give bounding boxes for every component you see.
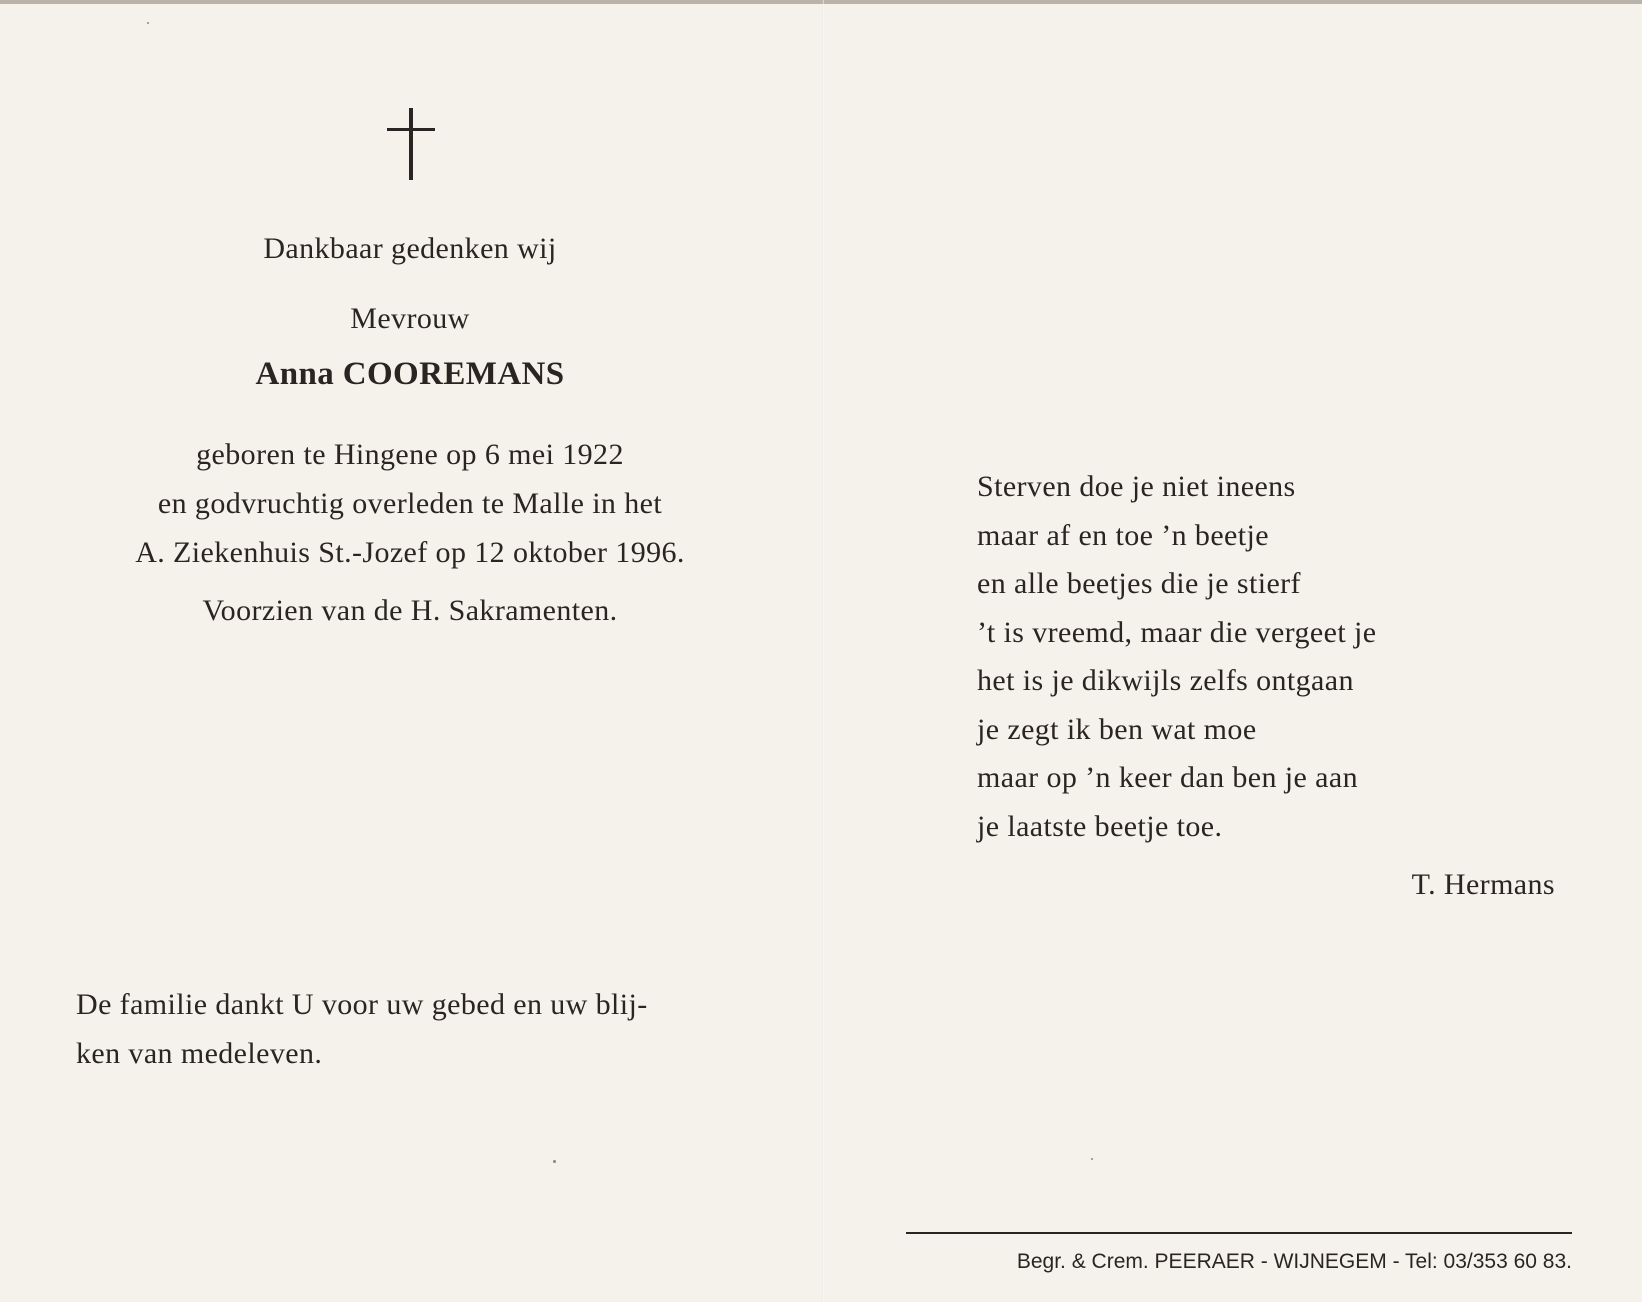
paper-speck xyxy=(147,22,149,24)
funeral-home-footer: Begr. & Crem. PEERAER - WIJNEGEM - Tel: 03/353 60 83. xyxy=(1016,1250,1572,1273)
deceased-name: Anna COOREMANS xyxy=(255,356,565,392)
card-fold xyxy=(822,0,824,1302)
cross-icon xyxy=(387,108,435,180)
poem-line: je zegt ik ben wat moe xyxy=(977,712,1257,746)
top-edge xyxy=(0,0,1642,4)
poem-line: ’t is vreemd, maar die vergeet je xyxy=(977,615,1377,649)
poem-line: maar op ’n keer dan ben je aan xyxy=(977,761,1358,794)
family-thanks xyxy=(76,980,776,1078)
sacraments-text: Voorzien van de H. Sakramenten. xyxy=(202,594,618,627)
poem-line: Sterven doe je niet ineens xyxy=(977,470,1296,503)
paper-speck xyxy=(553,1160,556,1163)
footer-divider xyxy=(906,1232,1572,1234)
life-line: en godvruchtig overleden te Malle in het xyxy=(157,487,663,520)
poem xyxy=(977,463,1376,851)
cross-vertical xyxy=(409,108,413,180)
poem-line: en alle beetjes die je stierf xyxy=(977,567,1301,600)
life-line: geboren te Hingene op 6 mei 1922 xyxy=(196,438,624,471)
intro-text: Dankbaar gedenken wij xyxy=(263,232,557,265)
poem-line: maar af en toe ’n beetje xyxy=(977,518,1269,552)
life-details xyxy=(60,430,760,577)
poem-line: het is je dikwijls zelfs ontgaan xyxy=(977,664,1354,697)
salutation: Mevrouw xyxy=(350,302,470,335)
thanks-line: ken van medeleven. xyxy=(76,1037,323,1070)
cross-horizontal xyxy=(387,128,435,131)
thanks-line: De familie dankt U voor uw gebed en uw blij- xyxy=(76,988,648,1021)
poem-line: je laatste beetje toe. xyxy=(977,809,1223,843)
life-line: A. Ziekenhuis St.-Jozef op 12 oktober 1996. xyxy=(135,536,685,569)
poem-author: T. Hermans xyxy=(1411,868,1555,901)
paper-speck xyxy=(1091,1158,1093,1160)
